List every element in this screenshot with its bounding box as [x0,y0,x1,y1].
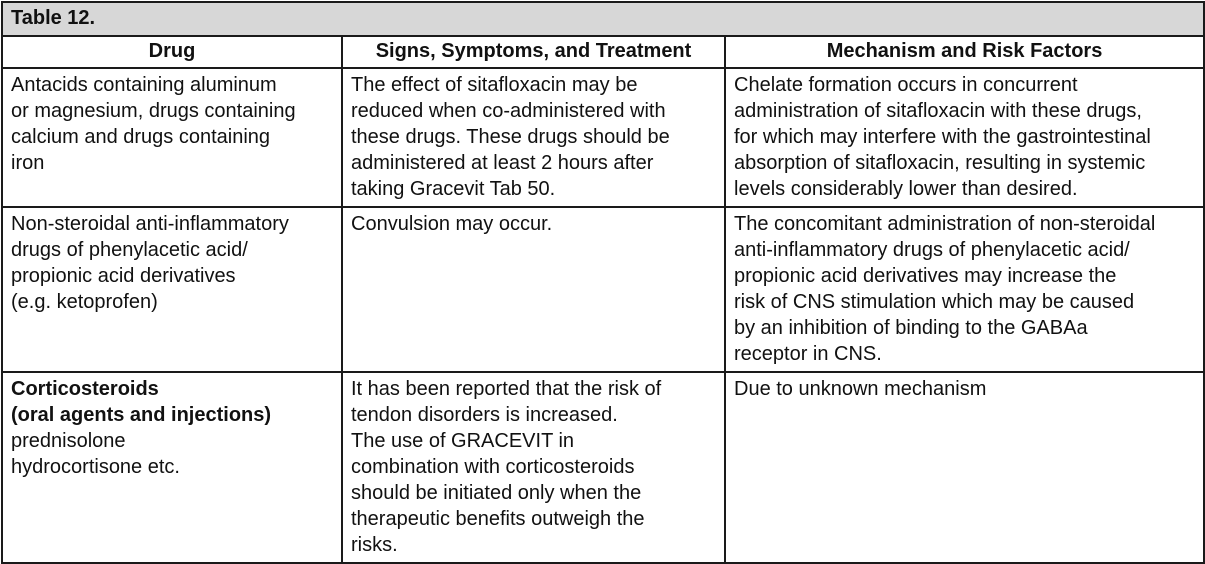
mechanism-line: levels considerably lower than desired. [734,178,1078,200]
mechanism-line: absorption of sitafloxacin, resulting in systemic [734,152,1146,174]
drug-cell [2,207,342,372]
table-row [2,372,1204,563]
drug-interaction-table [1,1,1205,564]
signs-line: should be initiated only when the [351,482,642,504]
signs-line: therapeutic benefits outweigh the [351,508,645,530]
signs-line: The use of GRACEVIT in [351,430,575,452]
drug-line: prednisolone [11,430,126,452]
signs-line: taking Gracevit Tab 50. [351,178,556,200]
mechanism-line: anti-inflammatory drugs of phenylacetic acid/ [734,239,1130,261]
drug-line: Antacids containing aluminum [11,74,277,96]
mechanism-line: Chelate formation occurs in concurrent [734,74,1078,96]
mechanism-line: Due to unknown mechanism [734,378,987,400]
mechanism-line: propionic acid derivatives may increase the [734,265,1117,287]
drug-cell [2,372,342,563]
signs-line: reduced when co-administered with [351,100,666,122]
mechanism-cell [725,372,1204,563]
signs-line: The effect of sitafloxacin may be [351,74,638,96]
mechanism-cell [725,68,1204,207]
mechanism-line: for which may interfere with the gastrointestinal [734,126,1151,148]
signs-line: tendon disorders is increased. [351,404,618,426]
signs-line: combination with corticosteroids [351,456,635,478]
signs-cell [342,68,725,207]
mechanism-line: by an inhibition of binding to the GABAa [734,317,1088,339]
drug-line: propionic acid derivatives [11,265,236,287]
drug-cell [2,68,342,207]
table-row [2,68,1204,207]
mechanism-line: administration of sitafloxacin with these drugs, [734,100,1142,122]
header-row [2,36,1204,68]
table-caption: Table 12. [2,2,1204,36]
table-row [2,207,1204,372]
header-drug: Drug [2,36,342,68]
drug-line: calcium and drugs containing [11,126,271,148]
drug-line: or magnesium, drugs containing [11,100,296,122]
drug-line: drugs of phenylacetic acid/ [11,239,248,261]
signs-line: Convulsion may occur. [351,213,553,235]
caption-row [2,2,1204,36]
mechanism-cell [725,207,1204,372]
header-signs: Signs, Symptoms, and Treatment [342,36,725,68]
mechanism-line: risk of CNS stimulation which may be caused [734,291,1135,313]
signs-line: It has been reported that the risk of [351,378,662,400]
signs-cell [342,372,725,563]
table-body [2,68,1204,563]
mechanism-line: The concomitant administration of non-steroidal [734,213,1156,235]
drug-bold-line: Corticosteroids [11,378,159,400]
drug-bold-line: (oral agents and injections) [11,404,272,426]
header-mechanism: Mechanism and Risk Factors [725,36,1204,68]
drug-line: (e.g. ketoprofen) [11,291,158,313]
signs-line: these drugs. These drugs should be [351,126,670,148]
drug-line: Non-steroidal anti-inflammatory [11,213,289,235]
drug-line: hydrocortisone etc. [11,456,180,478]
drug-line: iron [11,152,45,174]
signs-cell [342,207,725,372]
signs-line: administered at least 2 hours after [351,152,654,174]
mechanism-line: receptor in CNS. [734,343,882,365]
signs-line: risks. [351,534,398,556]
